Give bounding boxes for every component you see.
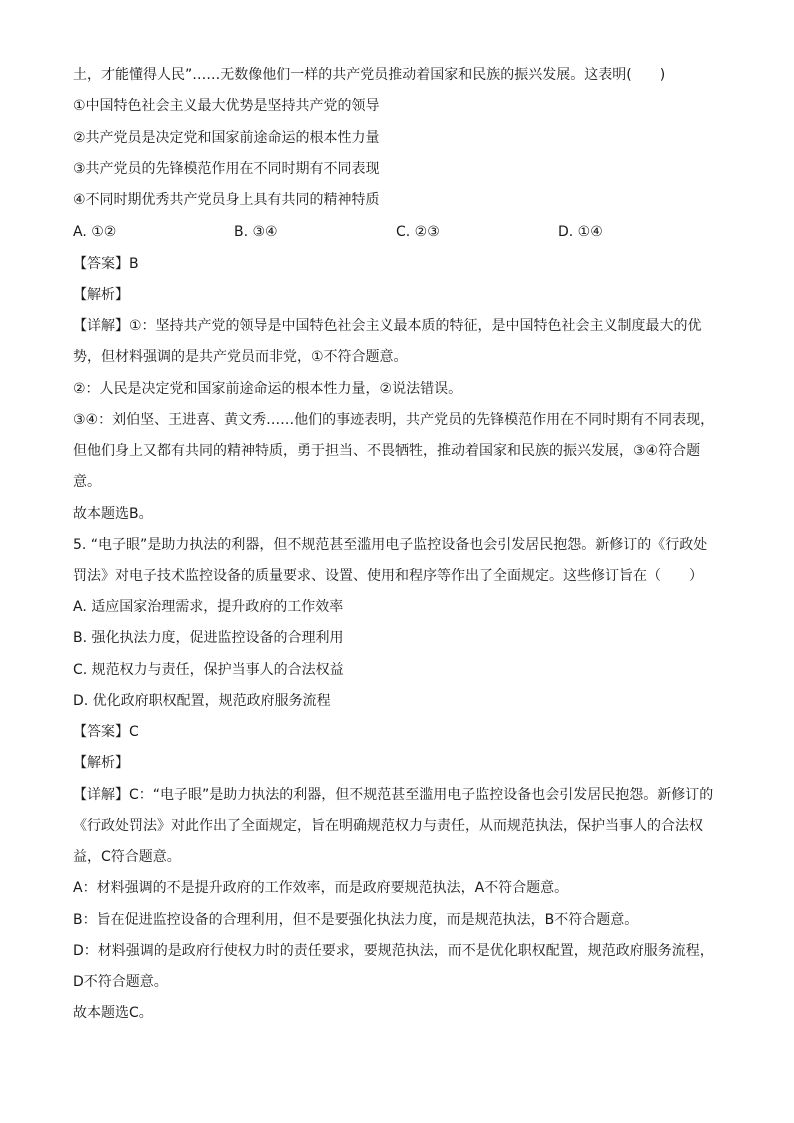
q4-analysis-label: 【解析】 (73, 287, 129, 303)
q5-detail-line-7: D不符合题意。 (73, 974, 168, 990)
q5-option-a: A. 适应国家治理需求，提升政府的工作效率 (73, 599, 344, 615)
q4-statement-1: ①中国特色社会主义最大优势是坚持共产党的领导 (73, 98, 380, 114)
q4-detail-line-2: 势，但材料强调的是共产党员而非党，①不符合题意。 (73, 349, 408, 365)
q5-stem-line-1: 5. “电子眼”是助力执法的利器，但不规范甚至滥用电子监控设备也会引发居民抱怨。新修订的《行政处 (73, 537, 708, 553)
q5-option-b: B. 强化执法力度，促进监控设备的合理利用 (73, 630, 344, 646)
q4-statement-4: ④不同时期优秀共产党员身上具有共同的精神特质 (73, 192, 380, 208)
q4-statement-2: ②共产党员是决定党和国家前途命运的根本性力量 (73, 130, 380, 146)
q5-detail-line-4: A：材料强调的不是提升政府的工作效率，而是政府要规范执法，A不符合题意。 (73, 880, 569, 896)
q4-option-c: C. ②③ (396, 224, 440, 240)
q4-detail-line-3: ②：人民是决定党和国家前途命运的根本性力量，②说法错误。 (73, 381, 463, 397)
q4-detail-line-4: ③④：刘伯坚、王进喜、黄文秀……他们的事迹表明，共产党员的先锋模范作用在不同时期有不同表现， (73, 412, 715, 428)
q5-detail-line-1: 【详解】C：“电子眼”是助力执法的利器，但不规范甚至滥用电子监控设备也会引发居民抱怨。新修订的 (73, 787, 714, 803)
q4-option-a: A. ①② (73, 224, 117, 240)
q5-analysis-label: 【解析】 (73, 755, 129, 771)
q5-option-d: D. 优化政府职权配置，规范政府服务流程 (73, 693, 331, 709)
q5-option-c: C. 规范权力与责任，保护当事人的合法权益 (73, 662, 344, 678)
q5-detail-line-3: 益，C符合题意。 (73, 849, 181, 865)
q4-conclusion: 故本题选B。 (73, 506, 153, 522)
q4-answer: 【答案】B (73, 256, 139, 272)
q4-detail-line-1: 【详解】①：坚持共产党的领导是中国特色社会主义最本质的特征，是中国特色社会主义制度最大的优 (73, 318, 702, 334)
q4-statement-3: ③共产党员的先锋模范作用在不同时期有不同表现 (73, 161, 380, 177)
q5-detail-line-5: B：旨在促进监控设备的合理利用，但不是要强化执法力度，而是规范执法，B不符合题意。 (73, 912, 639, 928)
q4-detail-line-5: 但他们身上又都有共同的精神特质，勇于担当、不畏牺牲，推动着国家和民族的振兴发展，③④符合题 (73, 443, 701, 459)
q4-option-d: D. ①④ (558, 224, 603, 240)
q5-conclusion: 故本题选C。 (73, 1005, 153, 1021)
q5-stem-line-2: 罚法》对电子技术监控设备的质量要求、设置、使用和程序等作出了全面规定。这些修订旨在（ ） (73, 568, 703, 584)
q4-options (73, 222, 723, 242)
q5-detail-line-6: D：材料强调的是政府行使权力时的责任要求，要规范执法，而不是优化职权配置，规范政府服务流程， (73, 943, 714, 959)
q5-detail-line-2: 《行政处罚法》对此作出了全面规定，旨在明确规范权力与责任，从而规范执法，保护当事人的合法权 (73, 818, 703, 834)
q4-detail-line-6: 意。 (73, 474, 101, 490)
q4-option-b: B. ③④ (234, 224, 278, 240)
q4-stem-tail: 土，才能懂得人民”……无数像他们一样的共产党员推动着国家和民族的振兴发展。这表明( ) (73, 67, 666, 83)
q5-answer: 【答案】C (73, 724, 139, 740)
